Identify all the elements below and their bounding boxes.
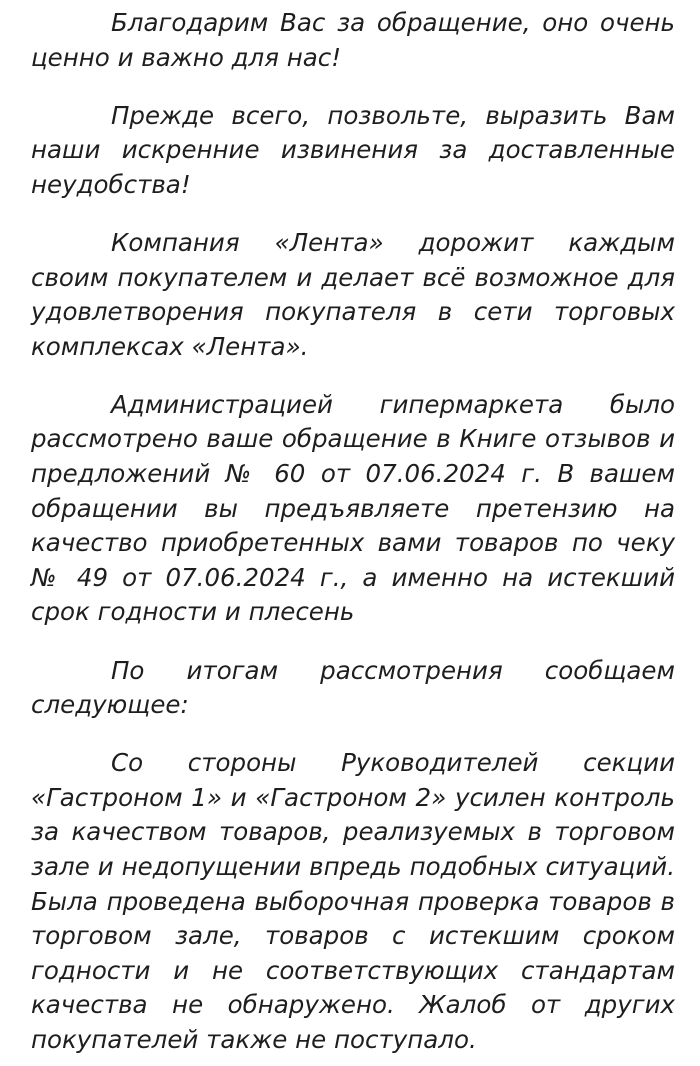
paragraph-review: Администрацией гипермаркета было рассмотрено ваше обращение в Книге отзывов и предложений № 60 от 07.06.2024 г. В вашем обращении вы предъявляете претензию на качество приобретенных вами товаров по чеку № 49 от 07.06.2024 г., а именно на истекший срок годности и плесень <box>31 389 675 627</box>
paragraph-company: Компания «Лента» дорожит каждым своим покупателем и делает всё возможное для удовлетворения покупателя в сети торговых комплексах «Лента». <box>31 227 675 361</box>
paragraph-thanks: Благодарим Вас за обращение, оно очень ценно и важно для нас! <box>31 8 675 72</box>
paragraph-measures: Со стороны Руководителей секции «Гастроном 1» и «Гастроном 2» усилен контроль за качеством товаров, реализуемых в торговом зале и недопущении впредь подобных ситуаций. Была проведена выборочная проверка товаров в торговом зале, товаров с истекшим сроком годности и не соответствующих стандартам качества не обнаружено. Жалоб от других покупателей также не поступало. <box>31 748 675 1054</box>
paragraph-apology: Прежде всего, позвольте, выразить Вам наши искренние извинения за доставленные неудобства! <box>31 100 675 199</box>
letter-body <box>31 6 675 1058</box>
paragraph-results-intro: По итогам рассмотрения сообщаем следующее: <box>31 655 675 720</box>
